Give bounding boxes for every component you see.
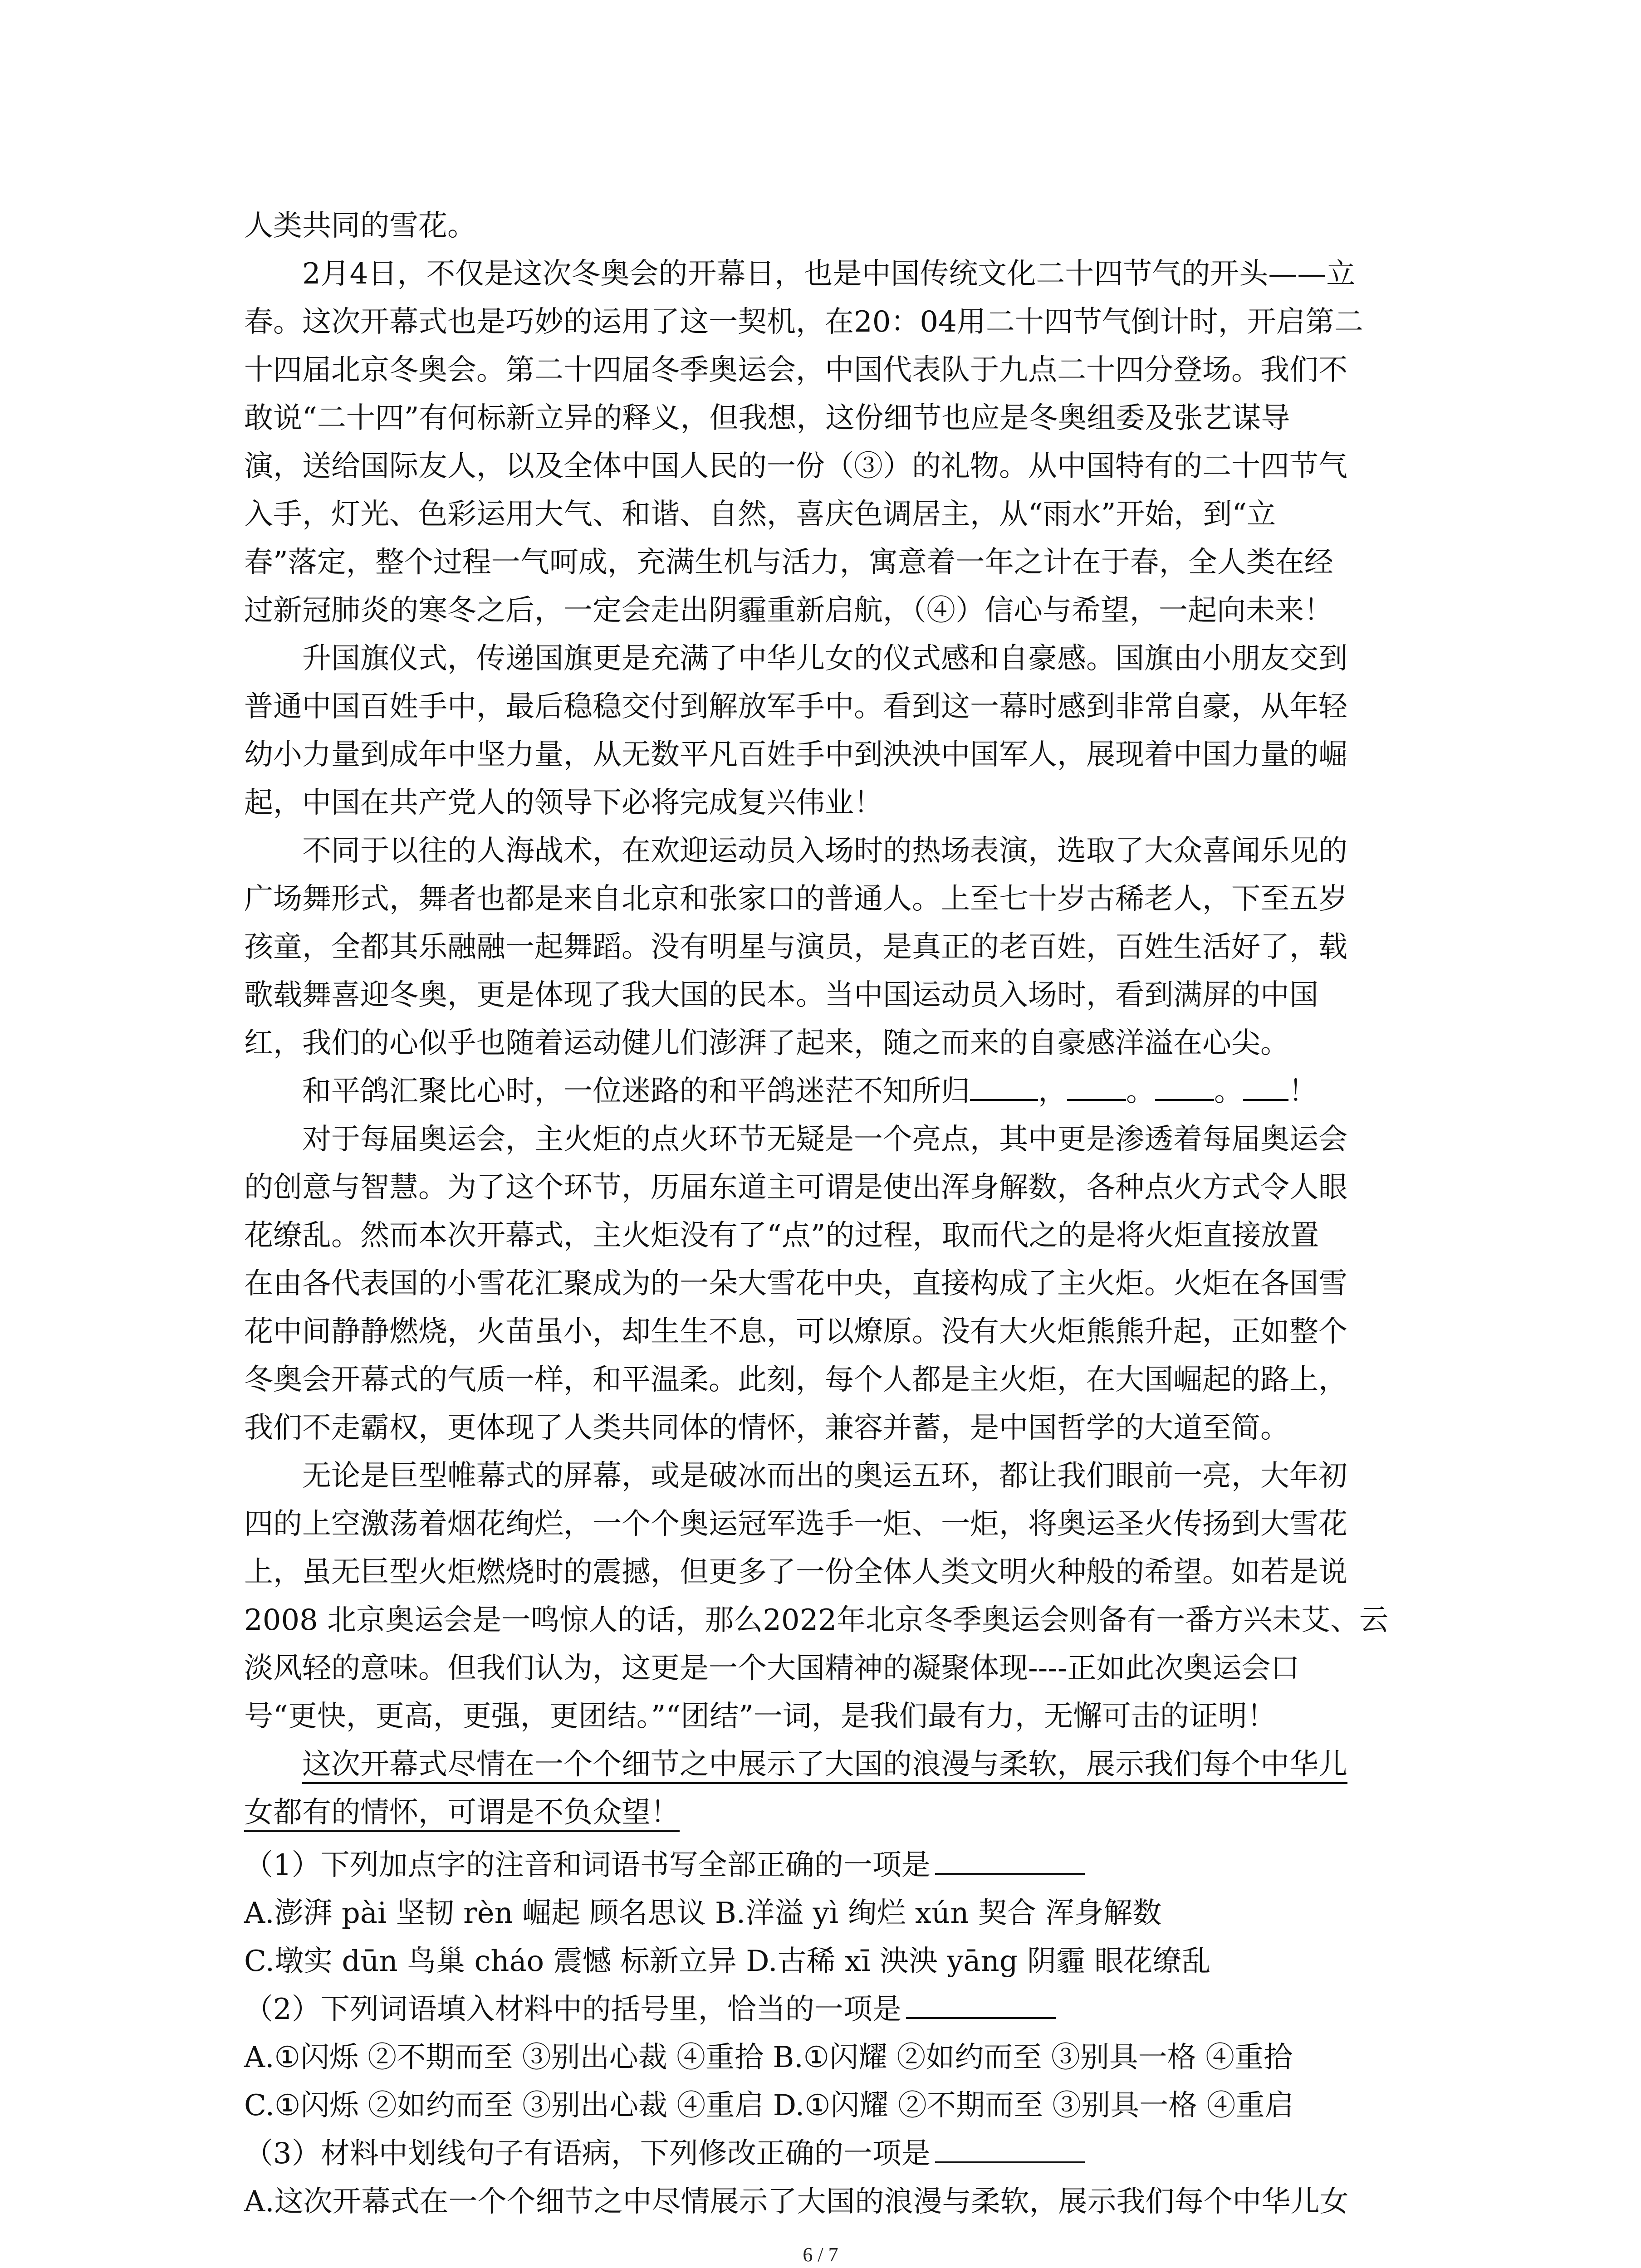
text-line: 冬奥会开幕式的气质一样，和平温柔。此刻，每个人都是主火炬，在大国崛起的路上，: [244, 1363, 1347, 1397]
underlined-text: 女都有的情怀，可谓是不负众望！: [244, 1796, 680, 1829]
answer-blank[interactable]: [970, 1071, 1038, 1101]
text-line: 四的上空激荡着烟花绚烂，一个个奥运冠军选手一炬、一炬，将奥运圣火传扬到大雪花: [244, 1507, 1347, 1541]
punctuation: ！: [1288, 1075, 1318, 1108]
text-line: 对于每届奥运会，主火炬的点火环节无疑是一个亮点，其中更是渗透着每届奥运会: [302, 1123, 1347, 1156]
text-line: 不同于以往的人海战术，在欢迎运动员入场时的热场表演，选取了大众喜闻乐见的: [302, 834, 1347, 868]
text-line: 演，送给国际友人，以及全体中国人民的一份（③）的礼物。从中国特有的二十四节气: [244, 450, 1347, 483]
answer-blank[interactable]: [935, 2133, 1085, 2163]
underlined-text: 这次开幕式尽情在一个个细节之中展示了大国的浪漫与柔软，展示我们每个中华儿: [302, 1748, 1347, 1781]
punctuation: 。: [1214, 1075, 1243, 1108]
text-line: 过新冠肺炎的寒冬之后，一定会走出阴霾重新启航，（④）信心与希望，一起向未来！: [244, 594, 1333, 627]
punctuation: ，: [1038, 1075, 1067, 1108]
text-line: 春”落定，整个过程一气呵成，充满生机与活力，寓意着一年之计在于春，全人类在经: [244, 546, 1333, 579]
text-line: 上，虽无巨型火炬燃烧时的震撼，但更多了一份全体人类文明火种般的希望。如若是说: [244, 1555, 1347, 1589]
text-line: 花中间静静燃烧，火苗虽小，却生生不息，可以燎原。没有大火炬熊熊升起，正如整个: [244, 1315, 1347, 1349]
text-line: 的创意与智慧。为了这个环节，历届东道主可谓是使出浑身解数，各种点火方式令人眼: [244, 1171, 1347, 1204]
text-line: 孩童，全都其乐融融一起舞蹈。没有明星与演员，是真正的老百姓，百姓生活好了，载: [244, 930, 1347, 964]
text-line: 我们不走霸权，更体现了人类共同体的情怀，兼容并蓄，是中国哲学的大道至简。: [244, 1411, 1289, 1445]
text-line: 无论是巨型帷幕式的屏幕，或是破冰而出的奥运五环，都让我们眼前一亮，大年初: [302, 1459, 1347, 1493]
text-line: 淡风轻的意味。但我们认为，这更是一个大国精神的凝聚体现----正如此次奥运会口: [244, 1652, 1300, 1685]
option-line: A.这次开幕式在一个个细节之中尽情展示了大国的浪漫与柔软，展示我们每个中华儿女: [244, 2185, 1349, 2219]
question-stem: （3）材料中划线句子有语病，下列修改正确的一项是: [244, 2137, 931, 2170]
page-number: 6 / 7: [803, 2244, 838, 2266]
text-line: 红，我们的心似乎也随着运动健儿们澎湃了起来，随之而来的自豪感洋溢在心尖。: [244, 1026, 1289, 1060]
text-line: 十四届北京冬奥会。第二十四届冬季奥运会，中国代表队于九点二十四分登场。我们不: [244, 353, 1347, 387]
question-2: [244, 1985, 1406, 2033]
answer-blank[interactable]: [1243, 1071, 1288, 1101]
text-line: 普通中国百姓手中，最后稳稳交付到解放军手中。看到这一幕时感到非常自豪，从年轻: [244, 690, 1347, 723]
text-line: 起，中国在共产党人的领导下必将完成复兴伟业！: [244, 786, 883, 820]
option-line: C.①闪烁 ②如约而至 ③别出心裁 ④重启 D.①闪耀 ②不期而至 ③别具一格 ④重启: [244, 2089, 1294, 2122]
text-line: 在由各代表国的小雪花汇聚成为的一朵大雪花中央，直接构成了主火炬。火炬在各国雪: [244, 1267, 1347, 1300]
text-line: 春。这次开幕式也是巧妙的运用了这一契机，在20：04用二十四节气倒计时，开启第二: [244, 305, 1363, 339]
question-3: [244, 2130, 1406, 2178]
passage: [244, 202, 1406, 2226]
answer-blank[interactable]: [1155, 1071, 1214, 1101]
option-line: C.墩实 dūn 鸟巢 cháo 震憾 标新立异 D.古稀 xī 泱泱 yāng 阴霾 眼花缭乱: [244, 1945, 1211, 1978]
text-line: 号“更快，更高，更强，更团结。”“团结”一词，是我们最有力，无懈可击的证明！: [244, 1700, 1276, 1733]
text-line: 入手，灯光、色彩运用大气、和谐、自然，喜庆色调居主，从“雨水”开始，到“立: [244, 498, 1276, 531]
question-stem: （1）下列加点字的注音和词语书写全部正确的一项是: [244, 1848, 931, 1882]
fill-in-text: 和平鸽汇聚比心时，一位迷路的和平鸽迷茫不知所归: [302, 1075, 970, 1108]
text-line: 花缭乱。然而本次开幕式，主火炬没有了“点”的过程，取而代之的是将火炬直接放置: [244, 1219, 1319, 1252]
underlined-sentence: [244, 1740, 1406, 1789]
fill-in-line: [244, 1067, 1406, 1115]
text-line: 2月4日，不仅是这次冬奥会的开幕日，也是中国传统文化二十四节气的开头——立: [302, 257, 1356, 291]
text-line: 广场舞形式，舞者也都是来自北京和张家口的普通人。上至七十岁古稀老人，下至五岁: [244, 882, 1347, 916]
option-line: A.①闪烁 ②不期而至 ③别出心裁 ④重拾 B.①闪耀 ②如约而至 ③别具一格 ④重拾: [244, 2041, 1293, 2074]
answer-blank[interactable]: [935, 1845, 1085, 1875]
option-line: A.澎湃 pài 坚韧 rèn 崛起 顾名思议 B.洋溢 yì 绚烂 xún 契合 浑身解数: [244, 1897, 1162, 1930]
text-line: 人类共同的雪花。: [244, 209, 476, 243]
text-line: 幼小力量到成年中坚力量，从无数平凡百姓手中到泱泱中国军人，展现着中国力量的崛: [244, 738, 1347, 772]
question-stem: （2）下列词语填入材料中的括号里，恰当的一项是: [244, 1993, 901, 2026]
answer-blank[interactable]: [906, 1989, 1056, 2019]
question-1: [244, 1841, 1406, 1889]
punctuation: 。: [1126, 1075, 1155, 1108]
text-line: 2008 北京奥运会是一鸣惊人的话，那么2022年北京冬季奥运会则备有一番方兴未艾、云: [244, 1603, 1389, 1637]
underlined-sentence: [244, 1789, 1406, 1837]
text-line: 升国旗仪式，传递国旗更是充满了中华儿女的仪式感和自豪感。国旗由小朋友交到: [302, 642, 1347, 675]
answer-blank[interactable]: [1067, 1071, 1126, 1101]
text-line: 歌载舞喜迎冬奥，更是体现了我大国的民本。当中国运动员入场时，看到满屏的中国: [244, 978, 1318, 1012]
text-line: 敢说“二十四”有何标新立异的释义，但我想，这份细节也应是冬奥组委及张艺谋导: [244, 401, 1290, 435]
